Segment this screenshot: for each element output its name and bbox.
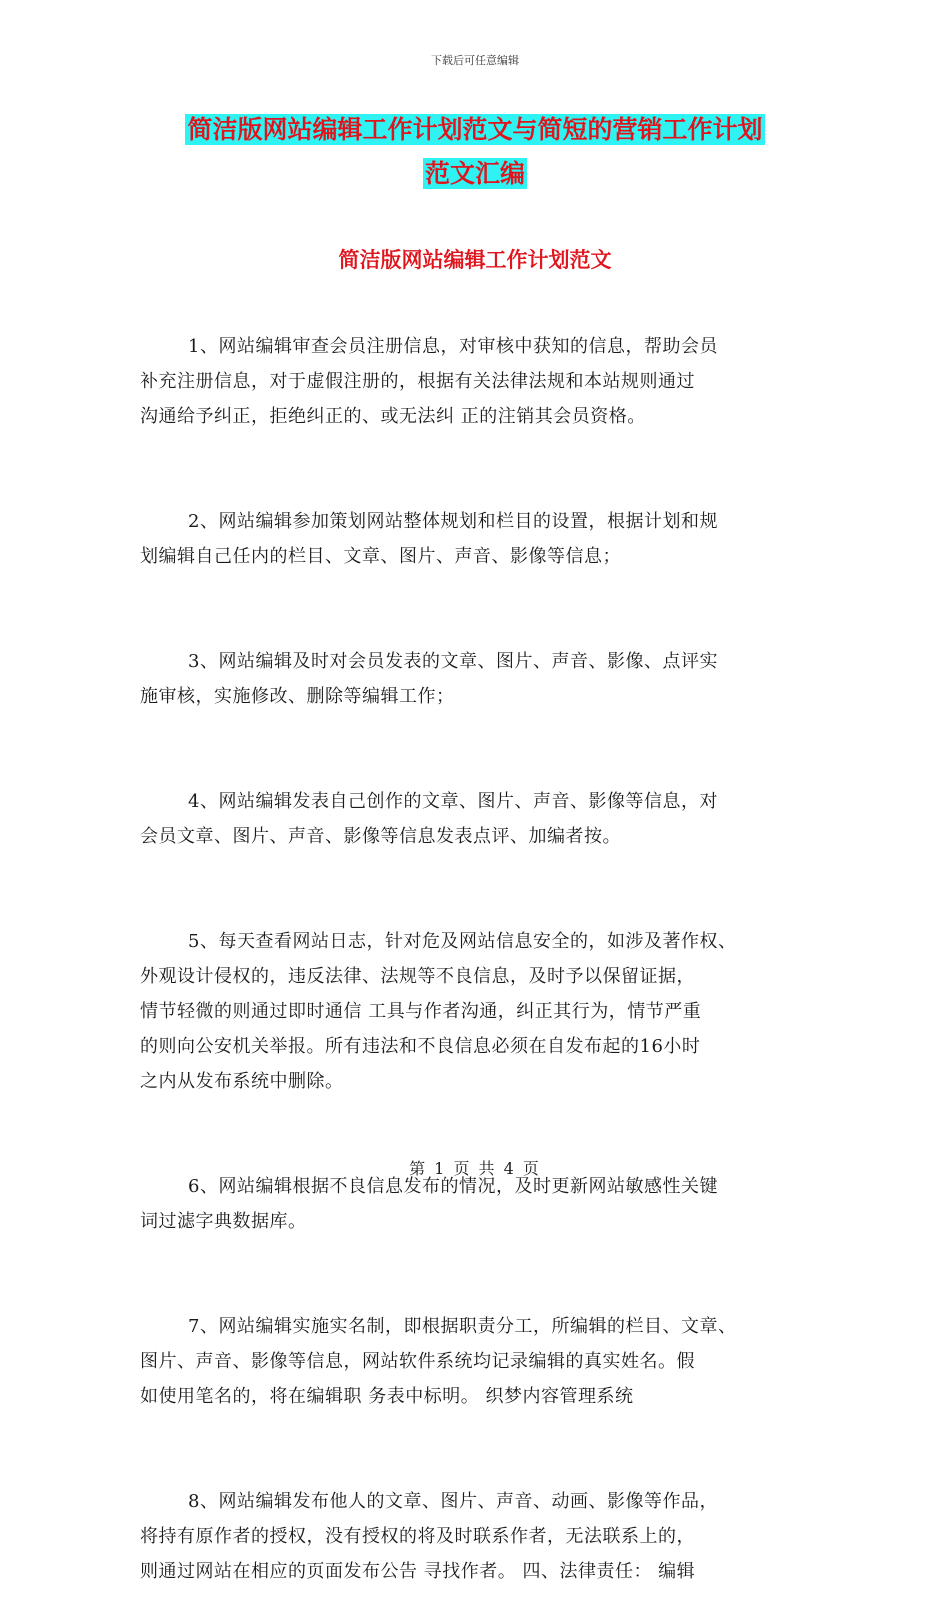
paragraph-line: 2、网站编辑参加策划网站整体规划和栏目的设置，根据计划和规 [188,511,718,532]
paragraph-3 [140,609,820,749]
document-body [140,294,820,1624]
paragraph-line: 外观设计侵权的，违反法律、法规等不良信息，及时予以保留证据， [140,966,695,987]
paragraph-line: 3、网站编辑及时对会员发表的文章、图片、声音、影像、点评实 [188,651,718,672]
paragraph-6 [140,1134,820,1274]
paragraph-line: 则通过网站在相应的页面发布公告 寻找作者。 四、法律责任： 编辑 [140,1561,696,1582]
document-title [150,108,800,196]
paragraph-line: 情节轻微的则通过即时通信 工具与作者沟通，纠正其行为，情节严重 [140,1001,702,1022]
paragraph-line: 之内从发布系统中删除。 [140,1071,344,1092]
paragraph-line: 8、网站编辑发布他人的文章、图片、声音、动画、影像等作品， [188,1491,718,1512]
paragraph-line: 的则向公安机关举报。所有违法和不良信息必须在自发布起的16小时 [140,1036,701,1057]
document-title-line-1: 简洁版网站编辑工作计划范文与简短的营销工作计划 [187,115,763,144]
paragraph-line: 如使用笔名的，将在编辑职 务表中标明。 织梦内容管理系统 [140,1386,634,1407]
paragraph-line: 词过滤字典数据库。 [140,1211,307,1232]
paragraph-line: 4、网站编辑发表自己创作的文章、图片、声音、影像等信息，对 [188,791,718,812]
paragraph-line: 6、网站编辑根据不良信息发布的情况，及时更新网站敏感性关键 [188,1176,718,1197]
page-header-note: 下载后可任意编辑 [431,54,519,67]
paragraph-line: 1、网站编辑审查会员注册信息，对审核中获知的信息，帮助会员 [188,336,718,357]
paragraph-4 [140,749,820,889]
paragraph-line: 会员文章、图片、声音、影像等信息发表点评、加编者按。 [140,826,621,847]
paragraph-5 [140,889,820,1134]
paragraph-8 [140,1449,820,1624]
paragraph-2 [140,469,820,609]
paragraph-line: 将持有原作者的授权，没有授权的将及时联系作者，无法联系上的， [140,1526,695,1547]
document-title-line-2: 范文汇编 [424,159,525,188]
paragraph-line: 7、网站编辑实施实名制，即根据职责分工，所编辑的栏目、文章、 [188,1316,737,1337]
paragraph-7 [140,1274,820,1449]
section-heading: 简洁版网站编辑工作计划范文 [338,247,612,272]
paragraph-line: 图片、声音、影像等信息，网站软件系统均记录编辑的真实姓名。假 [140,1351,695,1372]
page-number-footer: 第 1 页 共 4 页 [409,1159,541,1178]
paragraph-1 [140,294,820,469]
paragraph-line: 划编辑自己任内的栏目、文章、图片、声音、影像等信息； [140,546,621,567]
paragraph-line: 5、每天查看网站日志，针对危及网站信息安全的，如涉及著作权、 [188,931,737,952]
paragraph-line: 补充注册信息，对于虚假注册的，根据有关法律法规和本站规则通过 [140,371,695,392]
paragraph-line: 沟通给予纠正，拒绝纠正的、或无法纠 正的注销其会员资格。 [140,406,646,427]
paragraph-line: 施审核，实施修改、删除等编辑工作； [140,686,455,707]
